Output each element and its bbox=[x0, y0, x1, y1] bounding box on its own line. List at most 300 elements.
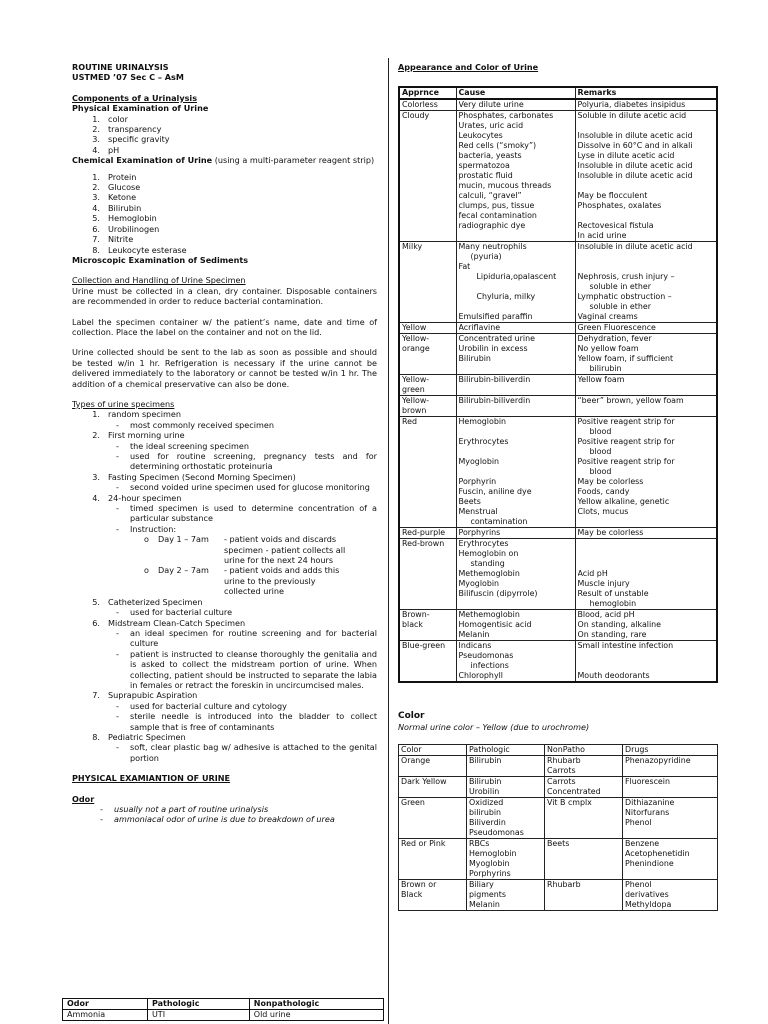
table-row bbox=[399, 111, 717, 242]
remarks-cell-line: blood bbox=[589, 427, 612, 437]
table-row bbox=[399, 396, 717, 417]
appearance-table-body bbox=[399, 99, 717, 682]
pathologic-cell-line: Biliverdin bbox=[469, 818, 506, 828]
cause-cell-line: Erythrocytes bbox=[458, 437, 509, 447]
table-row bbox=[399, 417, 717, 528]
cause-cell-line: Bilifuscin (dipyrrole) bbox=[458, 589, 538, 599]
appearance-cell bbox=[399, 641, 456, 683]
remarks-cell-line: Result of unstable bbox=[577, 589, 649, 599]
cause-cell-line: Urobilin in excess bbox=[458, 344, 528, 354]
table-row bbox=[399, 777, 718, 798]
cause-cell-line: Phosphates, carbonates bbox=[458, 111, 554, 121]
chemical-exam-heading: Chemical Examination of Urine bbox=[72, 155, 213, 166]
cause-cell-line: Very dilute urine bbox=[458, 100, 524, 110]
remarks-cell bbox=[575, 396, 717, 417]
chemical-exam-line bbox=[72, 155, 377, 165]
instruction-day: Day 2 – 7am bbox=[158, 565, 209, 576]
color-cell bbox=[399, 756, 467, 777]
color-cell bbox=[399, 880, 467, 911]
remarks-cell-line: Yellow foam, if sufficient bbox=[577, 354, 674, 364]
drugs-cell bbox=[623, 756, 718, 777]
remarks-cell-line: Muscle injury bbox=[577, 579, 630, 589]
odor-cell: UTI bbox=[147, 1010, 249, 1021]
remarks-cell-line bbox=[578, 252, 715, 262]
physical-item-number: 1. bbox=[92, 113, 100, 124]
remarks-cell-line: Polyuria, diabetes insipidus bbox=[577, 100, 686, 110]
chemical-item-label: Leukocyte esterase bbox=[108, 244, 187, 255]
cause-cell-line: Bilirubin-biliverdin bbox=[458, 396, 531, 406]
right-column bbox=[398, 62, 718, 911]
table-row bbox=[399, 99, 717, 111]
nonpatho-cell bbox=[545, 756, 623, 777]
remarks-cell-line: Mouth deodorants bbox=[577, 671, 650, 681]
cause-cell-line: radiographic dye bbox=[458, 221, 526, 231]
collection-heading: Collection and Handling of Urine Specimen bbox=[72, 275, 246, 286]
instruction-day: Day 1 – 7am bbox=[158, 534, 209, 545]
drugs-cell-line: Acetophenetidin bbox=[625, 849, 690, 859]
specimen-type-number: 6. bbox=[92, 617, 100, 628]
color-cell bbox=[399, 839, 467, 880]
physical-items-list bbox=[72, 114, 377, 156]
remarks-cell bbox=[575, 641, 717, 683]
remarks-cell-line bbox=[578, 121, 715, 131]
remarks-cell-line: May be flocculent bbox=[577, 191, 648, 201]
pathologic-cell-line: Biliary bbox=[469, 880, 494, 890]
chemical-item bbox=[72, 224, 377, 234]
drugs-cell-line: Phenol bbox=[625, 818, 652, 828]
specimen-note: - soft, clear plastic bag w/ adhesive is attached to the genital portion bbox=[116, 742, 377, 763]
remarks-cell-line bbox=[578, 651, 715, 661]
drugs-cell-line: Benzene bbox=[625, 839, 660, 849]
remarks-cell-line: blood bbox=[589, 447, 612, 457]
cause-cell-line: Myoglobin bbox=[458, 579, 500, 589]
color-column-header: Color bbox=[399, 745, 467, 756]
remarks-cell-line bbox=[578, 211, 715, 221]
document-title: ROUTINE URINALYSIS bbox=[72, 62, 169, 72]
specimen-type bbox=[72, 409, 377, 419]
remarks-cell-line: No yellow foam bbox=[577, 344, 639, 354]
cause-cell-line: Concentrated urine bbox=[458, 334, 535, 344]
table-row bbox=[399, 323, 717, 334]
chemical-items-list bbox=[72, 172, 377, 255]
appearance-cell bbox=[399, 396, 456, 417]
cause-cell bbox=[456, 111, 575, 242]
chemical-exam-note: (using a multi-parameter reagent strip) bbox=[212, 155, 375, 166]
odor-cell: Ammonia bbox=[63, 1010, 148, 1021]
appearance-cell-line: Red-brown bbox=[402, 539, 445, 549]
appearance-cell bbox=[399, 610, 456, 641]
remarks-cell-line: “beer” brown, yellow foam bbox=[577, 396, 684, 406]
chemical-item-number: 8. bbox=[92, 244, 100, 255]
physical-item-label: transparency bbox=[108, 124, 162, 135]
remarks-cell-line: Lyse in dilute acetic acid bbox=[577, 151, 675, 161]
remarks-cell-line: Positive reagent strip for bbox=[577, 417, 675, 427]
specimen-type-notes bbox=[72, 742, 377, 763]
odor-column-header: Odor bbox=[63, 999, 148, 1010]
remarks-cell bbox=[575, 375, 717, 396]
appearance-cell bbox=[399, 323, 456, 334]
specimen-types-list-continued bbox=[72, 597, 377, 764]
table-row bbox=[399, 756, 718, 777]
cause-cell-line: Porphyrins bbox=[458, 528, 501, 538]
specimen-note: - used for bacterial culture and cytology bbox=[116, 701, 377, 711]
table-row bbox=[63, 1010, 384, 1021]
document-subtitle: USTMED ’07 Sec C – AsM bbox=[72, 72, 184, 83]
components-heading: Components of a Urinalysis bbox=[72, 92, 198, 103]
cause-cell-line: Chyluria, milky bbox=[476, 292, 536, 302]
remarks-cell-line: Lymphatic obstruction – bbox=[577, 292, 672, 302]
instructions-list bbox=[72, 534, 377, 596]
cause-cell bbox=[456, 242, 575, 323]
cause-cell bbox=[456, 334, 575, 375]
cause-cell-line: Fuscin, aniline dye bbox=[458, 487, 532, 497]
specimen-type-name: Pediatric Specimen bbox=[108, 731, 186, 742]
specimen-type-name: Fasting Specimen (Second Morning Specimen) bbox=[108, 471, 296, 482]
chemical-item-label: Protein bbox=[108, 171, 137, 182]
specimen-note: - timed specimen is used to determine concentration of a particular substance bbox=[116, 503, 377, 524]
specimen-type bbox=[72, 690, 377, 700]
cause-cell bbox=[456, 641, 575, 683]
odor-notes-list bbox=[72, 804, 377, 825]
remarks-cell-line bbox=[578, 262, 715, 272]
color-cell bbox=[399, 798, 467, 839]
table-row bbox=[399, 839, 718, 880]
pathologic-cell bbox=[467, 798, 545, 839]
table-row bbox=[399, 880, 718, 911]
chemical-item-number: 4. bbox=[92, 202, 100, 213]
odor-note: - usually not a part of routine urinalysis bbox=[100, 804, 377, 814]
remarks-cell-line bbox=[578, 559, 715, 569]
remarks-cell-line bbox=[578, 539, 715, 549]
color-cell-line: Dark Yellow bbox=[401, 777, 447, 787]
chemical-item-label: Bilirubin bbox=[108, 202, 142, 213]
chemical-item bbox=[72, 234, 377, 244]
collection-paragraph-1: Urine must be collected in a clean, dry container. Disposable containers are recommended in order to reduce bacterial contamination. bbox=[72, 285, 377, 307]
appearance-heading: Appearance and Color of Urine bbox=[398, 62, 539, 72]
remarks-cell bbox=[575, 539, 717, 610]
microscopic-heading: Microscopic Examination of Sediments bbox=[72, 254, 249, 265]
cause-cell-line: Chlorophyll bbox=[458, 671, 503, 681]
remarks-cell-line: bilirubin bbox=[589, 364, 622, 374]
odor-column-header: Pathologic bbox=[147, 999, 249, 1010]
cause-cell-line: clumps, pus, tissue bbox=[458, 201, 535, 211]
nonpatho-cell-line: Rhubarb bbox=[547, 880, 581, 890]
specimen-type-number: 8. bbox=[92, 731, 100, 742]
cause-cell-line: prostatic fluid bbox=[458, 171, 513, 181]
specimen-type-number: 7. bbox=[92, 690, 100, 701]
cause-cell-line: Emulsified paraffin bbox=[458, 312, 533, 322]
remarks-cell-line: Yellow alkaline, genetic bbox=[577, 497, 670, 507]
pathologic-cell-line: bilirubin bbox=[469, 808, 502, 818]
remarks-cell-line bbox=[578, 181, 715, 191]
remarks-cell-line: On standing, alkaline bbox=[577, 620, 662, 630]
appearance-cell bbox=[399, 417, 456, 528]
specimen-type-name: random specimen bbox=[108, 409, 181, 420]
cause-cell-line: Many neutrophils bbox=[458, 242, 527, 252]
appearance-cell-line: Colorless bbox=[402, 100, 438, 110]
cause-cell-line: bacteria, yeasts bbox=[458, 151, 522, 161]
cause-cell-line: Fat bbox=[458, 262, 471, 272]
specimen-note: - Instruction: bbox=[116, 524, 377, 534]
appearance-column-header: Apprnce bbox=[399, 87, 456, 99]
nonpatho-cell-line: Concentrated bbox=[547, 787, 601, 797]
color-cell-line: Orange bbox=[401, 756, 431, 766]
instruction-bullet: o bbox=[144, 565, 149, 576]
physical-item bbox=[72, 145, 377, 155]
drugs-cell-line: Methyldopa bbox=[625, 900, 672, 910]
instruction-description: - patient voids and adds this urine to the previously collected urine bbox=[224, 565, 340, 597]
appearance-cell-line: green bbox=[402, 385, 425, 395]
chemical-item-label: Hemoglobin bbox=[108, 213, 157, 224]
cause-cell bbox=[456, 417, 575, 528]
odor-cell: Old urine bbox=[249, 1010, 383, 1021]
cause-cell-line: Hemoglobin on bbox=[458, 549, 519, 559]
cause-cell-line: Pseudomonas bbox=[458, 651, 514, 661]
remarks-cell-line: Positive reagent strip for bbox=[577, 457, 675, 467]
table-row bbox=[399, 242, 717, 323]
drugs-cell bbox=[623, 880, 718, 911]
odor-table-body bbox=[63, 1010, 384, 1021]
chemical-item bbox=[72, 213, 377, 223]
table-row bbox=[399, 528, 717, 539]
pathologic-cell-line: Bilirubin bbox=[469, 777, 502, 787]
specimen-note: - used for routine screening, pregnancy tests and for determining orthostatic proteinuria bbox=[116, 451, 377, 472]
pathologic-cell bbox=[467, 756, 545, 777]
nonpatho-cell bbox=[545, 880, 623, 911]
cause-cell-line: Urates, uric acid bbox=[458, 121, 524, 131]
table-row bbox=[399, 375, 717, 396]
appearance-cell bbox=[399, 528, 456, 539]
table-row bbox=[399, 539, 717, 610]
drugs-cell bbox=[623, 839, 718, 880]
cause-cell bbox=[456, 528, 575, 539]
cause-cell bbox=[456, 323, 575, 334]
appearance-cell-line: Yellow- bbox=[402, 334, 430, 344]
remarks-cell-line: Phosphates, oxalates bbox=[577, 201, 662, 211]
appearance-cell-line: black bbox=[402, 620, 423, 630]
color-column-header: Pathologic bbox=[467, 745, 545, 756]
chemical-item bbox=[72, 245, 377, 255]
drugs-cell-line: Phenol bbox=[625, 880, 652, 890]
remarks-cell bbox=[575, 417, 717, 528]
cause-cell-line: (pyuria) bbox=[470, 252, 502, 262]
remarks-cell-line: Dissolve in 60°C and in alkali bbox=[577, 141, 693, 151]
appearance-cell-line: Blue-green bbox=[402, 641, 446, 651]
remarks-cell-line: Yellow foam bbox=[577, 375, 625, 385]
specimen-note: - used for bacterial culture bbox=[116, 607, 377, 617]
drugs-cell-line: Dithiazanine bbox=[625, 798, 675, 808]
cause-cell-line: Bilirubin-biliverdin bbox=[458, 375, 531, 385]
appearance-cell-line: Yellow- bbox=[402, 396, 430, 406]
chemical-item-number: 2. bbox=[92, 182, 100, 193]
physical-item-number: 4. bbox=[92, 144, 100, 155]
instruction-row bbox=[72, 565, 377, 596]
specimen-type-notes bbox=[72, 607, 377, 617]
specimen-note: - second voided urine specimen used for glucose monitoring bbox=[116, 482, 377, 492]
specimen-type-number: 2. bbox=[92, 430, 100, 441]
chemical-item-label: Nitrite bbox=[108, 234, 134, 245]
cause-cell-line: Porphyrin bbox=[458, 477, 497, 487]
specimen-note: - sterile needle is introduced into the bladder to collect sample that is free of contaminants bbox=[116, 711, 377, 732]
remarks-cell bbox=[575, 242, 717, 323]
appearance-cell-line: Yellow bbox=[402, 323, 427, 333]
specimen-type bbox=[72, 430, 377, 440]
cause-cell-line bbox=[459, 447, 573, 457]
pathologic-cell-line: Pseudomonas bbox=[469, 828, 524, 838]
appearance-cell bbox=[399, 539, 456, 610]
remarks-cell-line: Blood, acid pH bbox=[577, 610, 635, 620]
drugs-cell-line: Fluorescein bbox=[625, 777, 670, 787]
nonpatho-cell bbox=[545, 777, 623, 798]
physical-item-number: 3. bbox=[92, 134, 100, 145]
cause-cell-line: Red cells (“smoky”) bbox=[458, 141, 537, 151]
appearance-cell bbox=[399, 242, 456, 323]
color-table-header bbox=[399, 745, 718, 756]
cause-cell-line: Menstrual bbox=[458, 507, 498, 517]
color-cell-line: Brown or bbox=[401, 880, 437, 890]
table-row bbox=[399, 641, 717, 683]
remarks-cell-line: soluble in ether bbox=[589, 282, 651, 292]
remarks-cell-line: Insoluble in dilute acetic acid bbox=[577, 161, 693, 171]
drugs-cell bbox=[623, 798, 718, 839]
appearance-cell bbox=[399, 334, 456, 375]
table-row bbox=[399, 798, 718, 839]
appearance-cell-line: Cloudy bbox=[402, 111, 430, 121]
color-table bbox=[398, 744, 718, 911]
specimen-note: - most commonly received specimen bbox=[116, 420, 377, 430]
specimen-type-notes bbox=[72, 441, 377, 472]
specimen-type bbox=[72, 493, 377, 503]
pathologic-cell bbox=[467, 880, 545, 911]
remarks-cell-line: Nephrosis, crush injury – bbox=[577, 272, 675, 282]
appearance-cell-line: brown bbox=[402, 406, 427, 416]
instruction-bullet: o bbox=[144, 534, 149, 545]
remarks-cell-line: Acid pH bbox=[577, 569, 608, 579]
chemical-item bbox=[72, 182, 377, 192]
drugs-cell-line: Nitorfurans bbox=[625, 808, 670, 818]
pathologic-cell-line: Oxidized bbox=[469, 798, 504, 808]
left-column bbox=[72, 62, 377, 825]
remarks-cell-line: Rectovesical fistula bbox=[577, 221, 654, 231]
cause-cell bbox=[456, 539, 575, 610]
cause-cell-line: Homogentisic acid bbox=[458, 620, 532, 630]
specimen-type bbox=[72, 732, 377, 742]
nonpatho-cell-line: Carrots bbox=[547, 766, 576, 776]
specimen-type-number: 4. bbox=[92, 492, 100, 503]
chemical-item-label: Glucose bbox=[108, 182, 141, 193]
color-column-header: Drugs bbox=[623, 745, 718, 756]
pathologic-cell bbox=[467, 777, 545, 798]
specimen-type bbox=[72, 597, 377, 607]
appearance-cell-line: Red bbox=[402, 417, 417, 427]
pathologic-cell-line: Myoglobin bbox=[469, 859, 510, 869]
physical-item bbox=[72, 124, 377, 134]
remarks-cell bbox=[575, 334, 717, 375]
remarks-cell-line: Dehydration, fever bbox=[577, 334, 652, 344]
cause-cell-line: Indicans bbox=[458, 641, 492, 651]
instruction-description: - patient voids and discards specimen - patient collects all urine for the next 24 hours bbox=[224, 534, 346, 566]
appearance-table bbox=[398, 86, 718, 683]
cause-cell-line bbox=[459, 467, 573, 477]
color-table-body bbox=[399, 756, 718, 911]
nonpatho-cell-line: Rhubarb bbox=[547, 756, 581, 766]
chemical-item-number: 7. bbox=[92, 234, 100, 245]
cause-cell-line: spermatozoa bbox=[458, 161, 510, 171]
appearance-cell-line: Red-purple bbox=[402, 528, 446, 538]
specimen-type-name: Midstream Clean-Catch Specimen bbox=[108, 617, 246, 628]
pathologic-cell bbox=[467, 839, 545, 880]
chemical-item bbox=[72, 172, 377, 182]
color-cell-line: Black bbox=[401, 890, 423, 900]
odor-column-header: Nonpathologic bbox=[249, 999, 383, 1010]
remarks-cell-line: soluble in ether bbox=[589, 302, 651, 312]
pathologic-cell-line: RBCs bbox=[469, 839, 490, 849]
cause-cell-line: Erythrocytes bbox=[458, 539, 509, 549]
instruction-row bbox=[72, 534, 377, 565]
color-cell-line: Red or Pink bbox=[401, 839, 446, 849]
specimen-type bbox=[72, 472, 377, 482]
appearance-cell bbox=[399, 111, 456, 242]
remarks-cell-line: Foods, candy bbox=[577, 487, 630, 497]
specimen-type-notes bbox=[72, 420, 377, 430]
normal-color-note: Normal urine color – Yellow (due to urochrome) bbox=[398, 721, 590, 732]
remarks-cell-line: Small intestine infection bbox=[577, 641, 674, 651]
odor-heading: Odor bbox=[72, 793, 95, 804]
cause-cell bbox=[456, 610, 575, 641]
cause-cell-line: Leukocytes bbox=[458, 131, 503, 141]
color-cell-line: Green bbox=[401, 798, 425, 808]
pathologic-cell-line: Melanin bbox=[469, 900, 500, 910]
collection-paragraph-3: Urine collected should be sent to the lab as soon as possible and should be tested w/in 1 hr. Refrigeration is necessary if the urine cannot be delivered immediately to the laboratory or cannot be tested w/in 1 hr. The addition of a chemical preservative can also be done. bbox=[72, 347, 377, 389]
chemical-item bbox=[72, 203, 377, 213]
appearance-table-header bbox=[399, 87, 717, 99]
remarks-cell bbox=[575, 528, 717, 539]
cause-cell-line: standing bbox=[470, 559, 505, 569]
cause-cell bbox=[456, 375, 575, 396]
specimen-type-name: 24-hour specimen bbox=[108, 492, 182, 503]
appearance-cell bbox=[399, 375, 456, 396]
remarks-cell-line: Insoluble in dilute acetic acid bbox=[577, 131, 693, 141]
chemical-item-number: 5. bbox=[92, 213, 100, 224]
specimen-type-notes bbox=[72, 628, 377, 690]
specimen-note: - an ideal specimen for routine screening and for bacterial culture bbox=[116, 628, 377, 649]
chemical-item-number: 1. bbox=[92, 171, 100, 182]
cause-cell-line bbox=[459, 427, 573, 437]
cause-cell-line: contamination bbox=[470, 517, 528, 527]
physical-item bbox=[72, 134, 377, 144]
appearance-cell-line: orange bbox=[402, 344, 430, 354]
nonpatho-cell-line: Vit B cmplx bbox=[547, 798, 592, 808]
pathologic-cell-line: Urobilin bbox=[469, 787, 500, 797]
specimen-type-number: 5. bbox=[92, 596, 100, 607]
nonpatho-cell-line: Beets bbox=[547, 839, 570, 849]
remarks-cell bbox=[575, 610, 717, 641]
color-heading: Color bbox=[398, 711, 425, 722]
cause-cell-line: Myoglobin bbox=[458, 457, 500, 467]
collection-paragraph-2: Label the specimen container w/ the patient’s name, date and time of collection. Place the label on the container and not on the lid. bbox=[72, 316, 377, 337]
remarks-cell-line: May be colorless bbox=[577, 528, 644, 538]
table-row bbox=[399, 334, 717, 375]
cause-cell-line bbox=[459, 302, 573, 312]
remarks-cell-line: May be colorless bbox=[577, 477, 644, 487]
specimen-type-name: Suprapubic Aspiration bbox=[108, 690, 198, 701]
remarks-cell bbox=[575, 99, 717, 111]
chemical-item bbox=[72, 192, 377, 202]
column-divider bbox=[388, 58, 389, 1024]
chemical-item-label: Urobilinogen bbox=[108, 223, 160, 234]
cause-cell-line: Melanin bbox=[458, 630, 490, 640]
appearance-column-header: Remarks bbox=[575, 87, 717, 99]
